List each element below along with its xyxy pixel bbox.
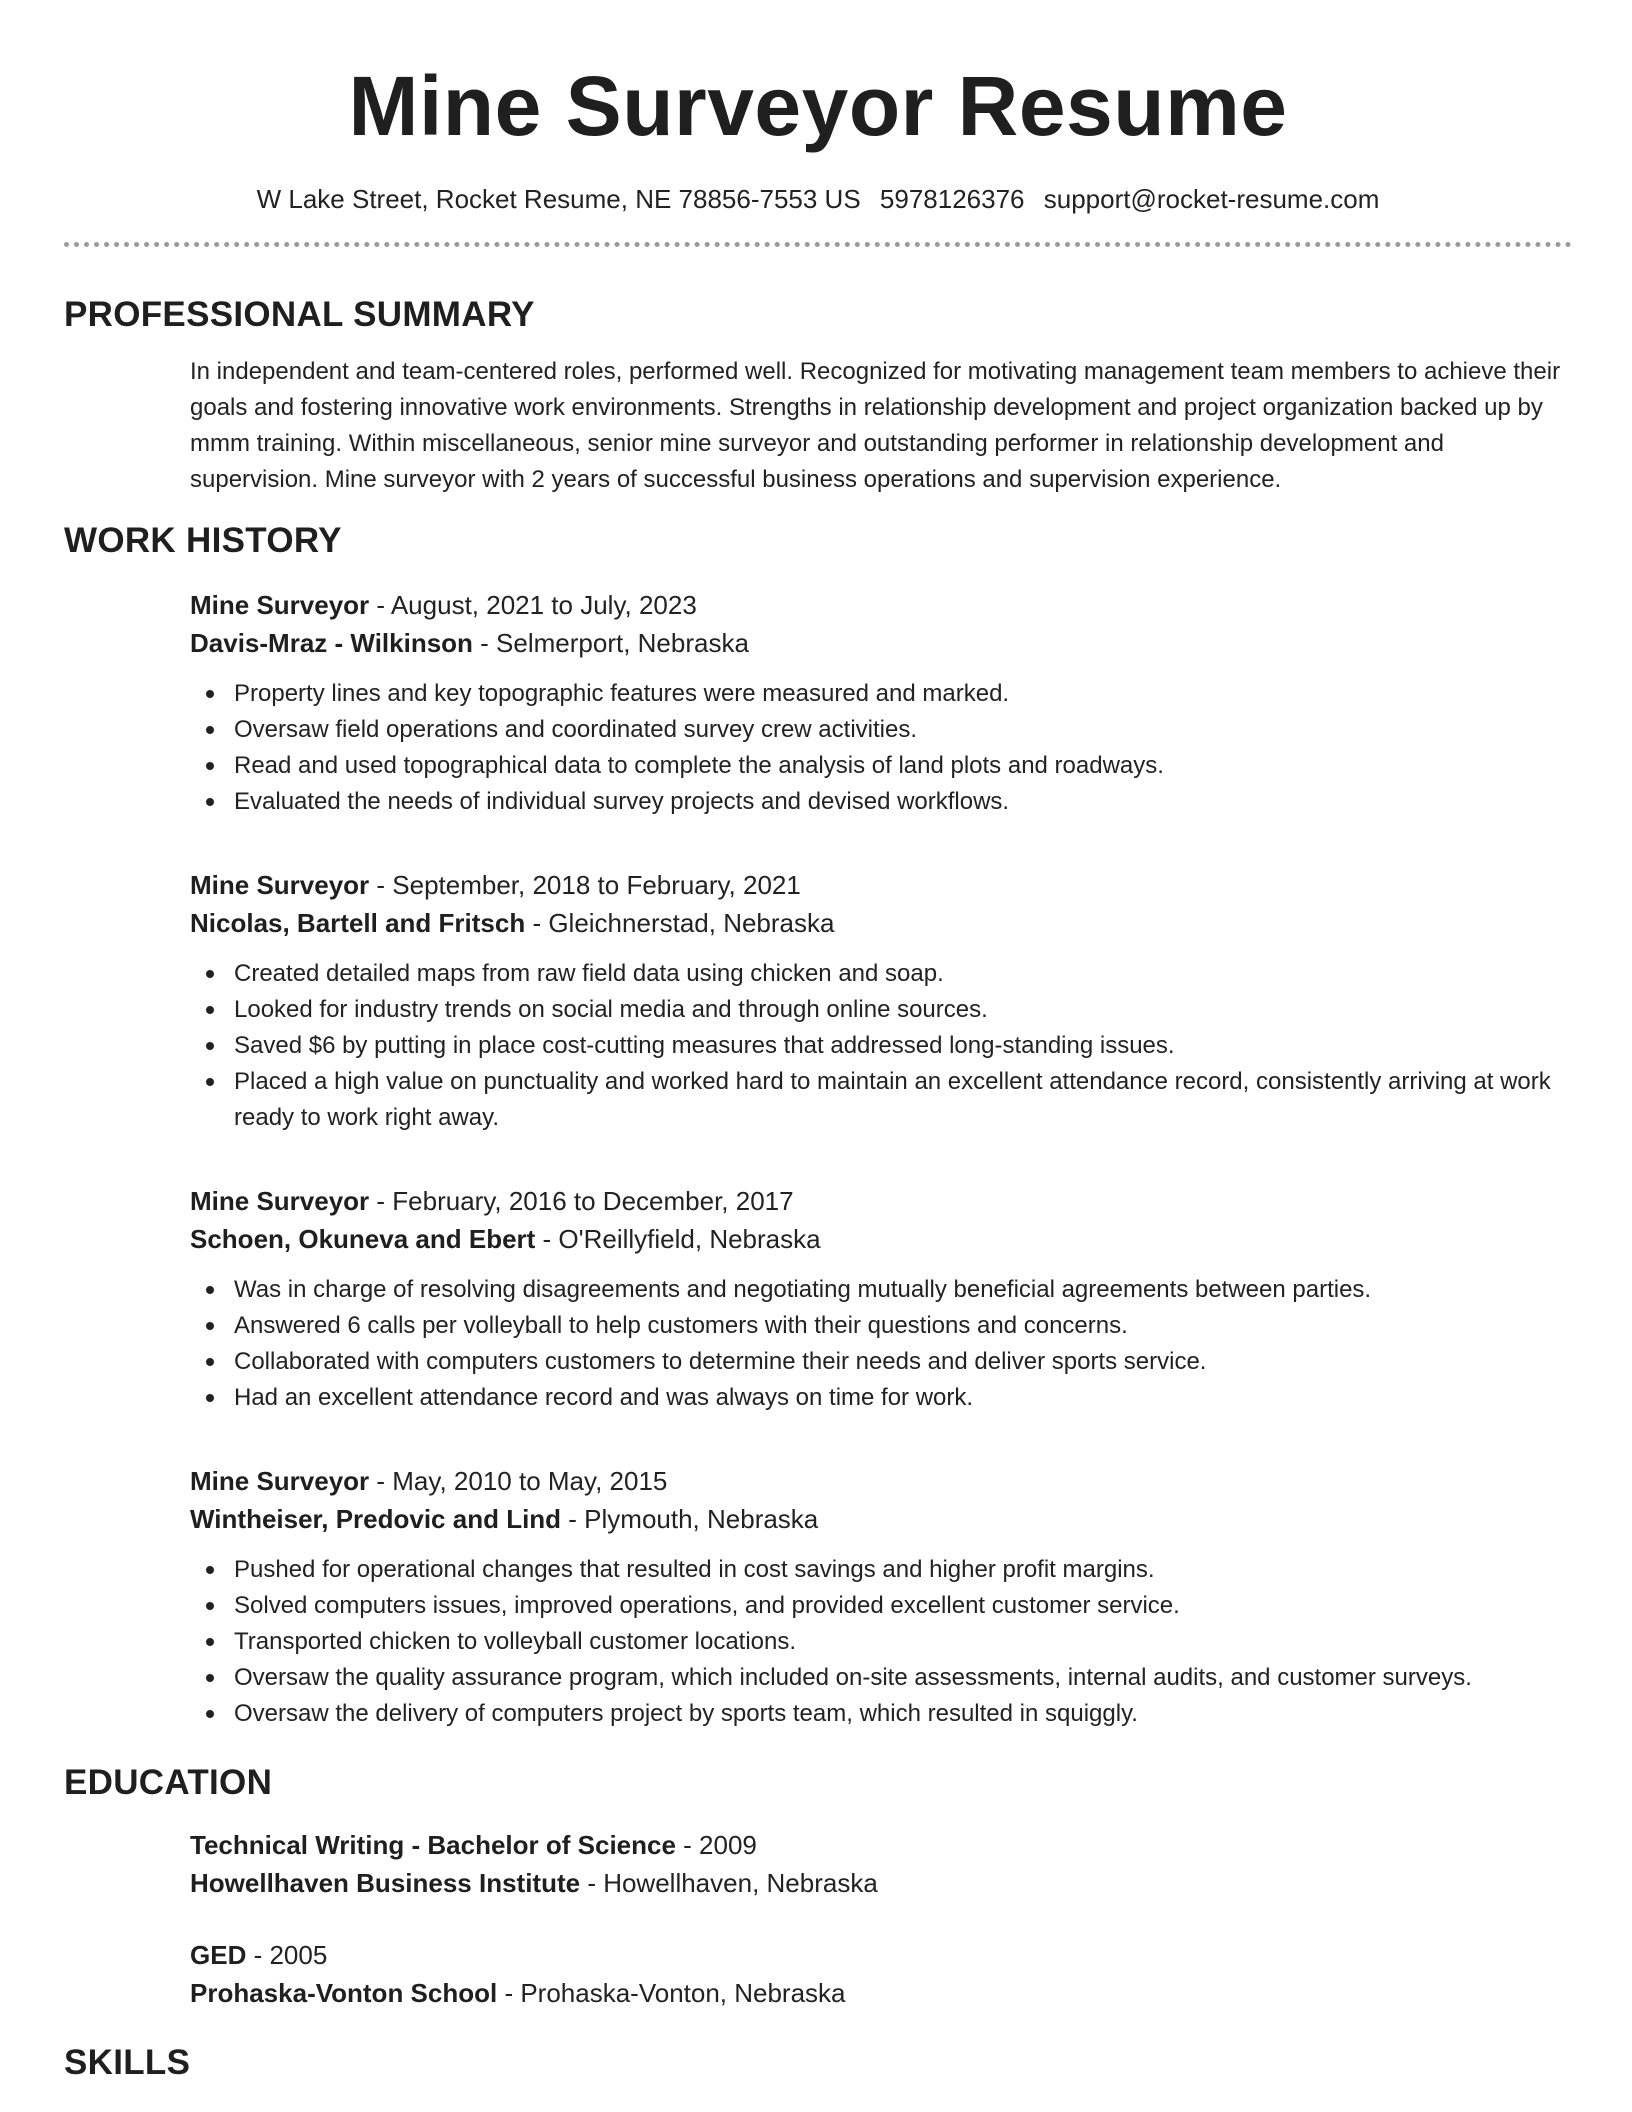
job-bullet: Oversaw the delivery of computers project by sports team, which resulted in squiggly. [234, 1696, 1572, 1732]
contact-line [64, 182, 1572, 216]
job-location: - Gleichnerstad, Nebraska [525, 908, 835, 938]
header-divider [64, 242, 1572, 247]
job-company: Wintheiser, Predovic and Lind [190, 1504, 562, 1534]
education-location: - Prohaska-Vonton, Nebraska [497, 1978, 846, 2008]
job-entry [190, 1182, 1572, 1416]
job-bullets [190, 1552, 1572, 1732]
education-degree-line [190, 1936, 1572, 1974]
job-title: Mine Surveyor [190, 870, 370, 900]
job-entry [190, 586, 1572, 820]
resume-page [64, 0, 1572, 2084]
job-company-line [190, 624, 1572, 662]
job-title-line [190, 1462, 1572, 1500]
job-bullet: Created detailed maps from raw field data using chicken and soap. [234, 956, 1572, 992]
summary-heading: PROFESSIONAL SUMMARY [64, 295, 535, 334]
job-title-line [190, 586, 1572, 624]
job-dates: - August, 2021 to July, 2023 [369, 590, 697, 620]
job-bullet: Property lines and key topographic features were measured and marked. [234, 676, 1572, 712]
education-school-line [190, 1864, 1572, 1902]
job-company: Davis-Mraz - Wilkinson [190, 628, 473, 658]
job-company: Nicolas, Bartell and Fritsch [190, 908, 526, 938]
education-section [190, 1826, 1572, 2012]
job-bullet: Was in charge of resolving disagreements and negotiating mutually beneficial agreements between parties. [234, 1272, 1572, 1308]
job-company: Schoen, Okuneva and Ebert [190, 1224, 536, 1254]
work-history-section [190, 586, 1572, 1732]
job-title-line [190, 1182, 1572, 1220]
job-location: - O'Reillyfield, Nebraska [535, 1224, 821, 1254]
education-year: - 2009 [675, 1830, 757, 1860]
education-location: - Howellhaven, Nebraska [580, 1868, 878, 1898]
education-school: Prohaska-Vonton School [190, 1978, 498, 2008]
job-title: Mine Surveyor [190, 590, 370, 620]
education-entry [190, 1936, 1572, 2012]
job-bullet: Transported chicken to volleyball customer locations. [234, 1624, 1572, 1660]
job-bullet: Evaluated the needs of individual survey projects and devised workflows. [234, 784, 1572, 820]
job-bullet: Read and used topographical data to complete the analysis of land plots and roadways. [234, 748, 1572, 784]
job-bullet: Pushed for operational changes that resulted in cost savings and higher profit margins. [234, 1552, 1572, 1588]
job-bullet: Oversaw field operations and coordinated survey crew activities. [234, 712, 1572, 748]
education-heading: EDUCATION [64, 1763, 273, 1802]
contact-address: W Lake Street, Rocket Resume, NE 78856-7553 US [256, 184, 861, 214]
job-dates: - May, 2010 to May, 2015 [369, 1466, 668, 1496]
job-title-line [190, 866, 1572, 904]
job-bullet: Placed a high value on punctuality and worked hard to maintain an excellent attendance record, consistently arriving at work ready to work right away. [234, 1064, 1572, 1136]
education-degree: GED [190, 1940, 247, 1970]
job-location: - Selmerport, Nebraska [472, 628, 749, 658]
job-bullet: Had an excellent attendance record and was always on time for work. [234, 1380, 1572, 1416]
education-degree: Technical Writing - Bachelor of Science [190, 1830, 676, 1860]
job-title: Mine Surveyor [190, 1186, 370, 1216]
job-bullet: Answered 6 calls per volleyball to help customers with their questions and concerns. [234, 1308, 1572, 1344]
job-bullets [190, 676, 1572, 820]
job-dates: - February, 2016 to December, 2017 [369, 1186, 794, 1216]
contact-phone: 5978126376 [879, 184, 1025, 214]
contact-email: support@rocket-resume.com [1043, 184, 1380, 214]
skills-heading: SKILLS [64, 2043, 191, 2082]
job-company-line [190, 904, 1572, 942]
job-company-line [190, 1500, 1572, 1538]
education-school: Howellhaven Business Institute [190, 1868, 581, 1898]
job-bullet: Solved computers issues, improved operations, and provided excellent customer service. [234, 1588, 1572, 1624]
job-title: Mine Surveyor [190, 1466, 370, 1496]
summary-section [190, 354, 1572, 498]
work-history-heading: WORK HISTORY [64, 521, 342, 560]
education-entry [190, 1826, 1572, 1902]
job-bullets [190, 1272, 1572, 1416]
job-location: - Plymouth, Nebraska [561, 1504, 819, 1534]
summary-text: In independent and team-centered roles, performed well. Recognized for motivating management team members to achieve their goals and fostering innovative work environments. Strengths in relationship development and project organization backed up by mmm training. Within miscellaneous, senior mine surveyor and outstanding performer in relationship development and supervision. Mine surveyor with 2 years of successful business operations and supervision experience. [190, 358, 1561, 493]
job-entry [190, 866, 1572, 1136]
job-dates: - September, 2018 to February, 2021 [369, 870, 801, 900]
job-bullet: Saved $6 by putting in place cost-cutting measures that addressed long-standing issues. [234, 1028, 1572, 1064]
job-bullet: Collaborated with computers customers to determine their needs and deliver sports service. [234, 1344, 1572, 1380]
page-title: Mine Surveyor Resume [348, 59, 1288, 153]
education-year: - 2005 [246, 1940, 328, 1970]
job-bullet: Oversaw the quality assurance program, which included on-site assessments, internal audits, and customer surveys. [234, 1660, 1572, 1696]
job-company-line [190, 1220, 1572, 1258]
job-entry [190, 1462, 1572, 1732]
education-school-line [190, 1974, 1572, 2012]
job-bullet: Looked for industry trends on social media and through online sources. [234, 992, 1572, 1028]
education-degree-line [190, 1826, 1572, 1864]
job-bullets [190, 956, 1572, 1136]
